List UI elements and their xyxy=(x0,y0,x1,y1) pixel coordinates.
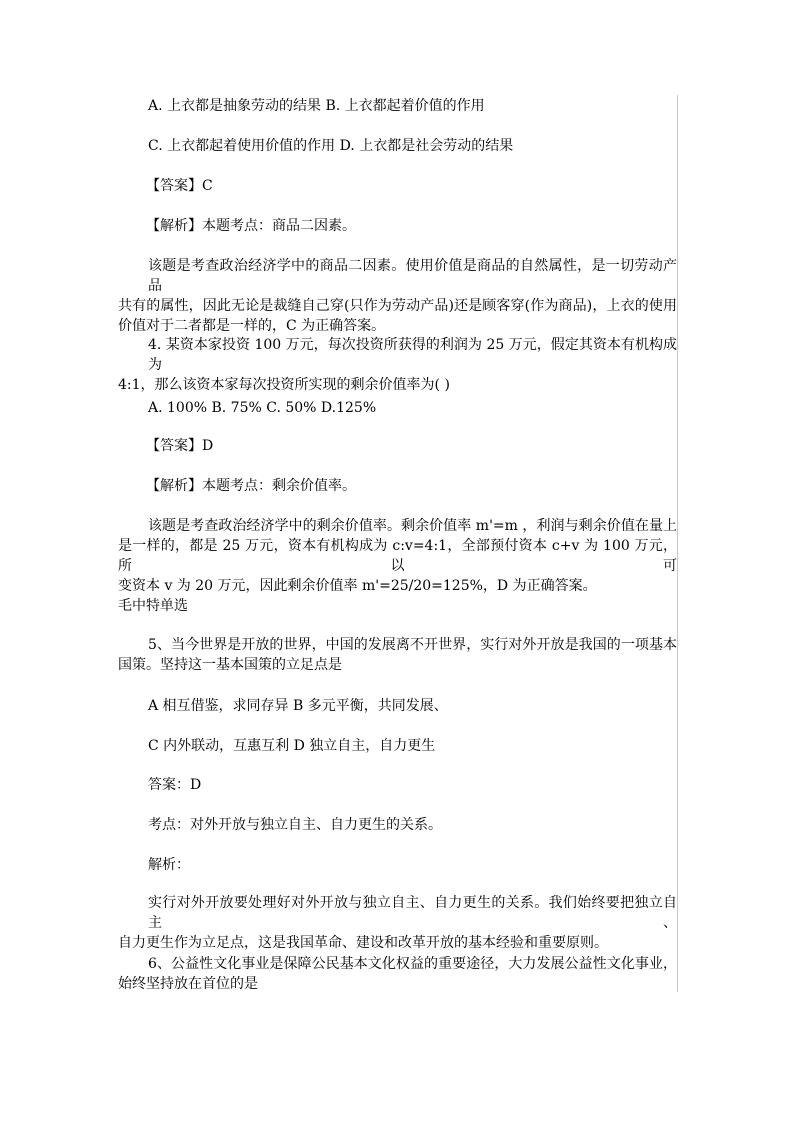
q4-explanation-line-2: 是一样的，都是 25 万元，资本有机构成为 c:v=4:1，全部预付资本 c+v 为 100 万元，所以可 xyxy=(118,538,677,574)
q3-options-cd: C. 上衣都起着使用价值的作用 D. 上衣都是社会劳动的结果 xyxy=(148,138,514,154)
q4-stem-line-1: 4. 某资本家投资 100 万元，每次投资所获得的利润为 25 万元，假定其资本有机构成为 xyxy=(148,337,677,373)
q5-point: 考点：对外开放与独立自主、自力更生的关系。 xyxy=(148,817,442,833)
q5-analysis-heading: 解析： xyxy=(148,857,190,873)
q3-explanation-line-2: 共有的属性，因此无论是裁缝自己穿(只作为劳动产品)还是顾客穿(作为商品)，上衣的使用 xyxy=(118,298,677,314)
q5-stem-line-2: 国策。坚持这一基本国策的立足点是 xyxy=(118,657,342,673)
q4-analysis-heading: 【解析】本题考点：剩余价值率。 xyxy=(146,478,356,494)
q4-explanation xyxy=(118,516,677,596)
document-page xyxy=(118,0,677,992)
q5-explanation xyxy=(118,893,677,953)
q5-stem xyxy=(118,635,677,675)
q4-explanation-line-3: 变资本 v 为 20 万元，因此剩余价值率 m'=25/20=125%，D 为正确答案。 xyxy=(118,578,597,594)
q3-explanation xyxy=(118,256,677,336)
q5-options-ab: A 相互借鉴，求同存异 B 多元平衡，共同发展、 xyxy=(148,698,448,714)
q4-answer: 【答案】D xyxy=(146,438,214,454)
q3-analysis-heading: 【解析】本题考点：商品二因素。 xyxy=(146,218,356,234)
q4-stem xyxy=(118,335,677,395)
q6-stem-line-2: 始终坚持放在首位的是 xyxy=(118,976,258,992)
q4-options: A. 100% B. 75% C. 50% D.125% xyxy=(148,400,377,416)
q4-stem-line-2: 4:1，那么该资本家每次投资所实现的剩余价值率为( ) xyxy=(118,377,450,393)
q5-options-cd: C 内外联动，互惠互利 D 独立自主，自力更生 xyxy=(148,738,436,754)
q3-options-ab: A. 上衣都是抽象劳动的结果 B. 上衣都起着价值的作用 xyxy=(148,98,485,114)
section-title: 毛中特单选 xyxy=(118,598,188,614)
q5-explanation-line-1: 实行对外开放要处理好对外开放与独立自主、自力更生的关系。我们始终要把独立自主、 xyxy=(148,895,677,931)
q4-explanation-line-1: 该题是考查政治经济学中的剩余价值率。剩余价值率 m'=m ，利润与剩余价值在量上 xyxy=(148,518,677,534)
q3-explanation-line-3: 价值对于二者都是一样的，C 为正确答案。 xyxy=(118,318,386,334)
right-border-line xyxy=(677,95,678,992)
q6-stem-line-1: 6、公益性文化事业是保障公民基本文化权益的重要途径，大力发展公益性文化事业， xyxy=(148,956,677,972)
q5-answer: 答案：D xyxy=(148,777,202,793)
q6-stem xyxy=(118,954,677,994)
q5-explanation-line-2: 自力更生作为立足点，这是我国革命、建设和改革开放的基本经验和重要原则。 xyxy=(118,935,608,951)
q5-stem-line-1: 5、当今世界是开放的世界，中国的发展离不开世界，实行对外开放是我国的一项基本 xyxy=(148,637,677,653)
q3-answer: 【答案】C xyxy=(146,178,213,194)
q3-explanation-line-1: 该题是考查政治经济学中的商品二因素。使用价值是商品的自然属性，是一切劳动产品 xyxy=(148,258,677,294)
